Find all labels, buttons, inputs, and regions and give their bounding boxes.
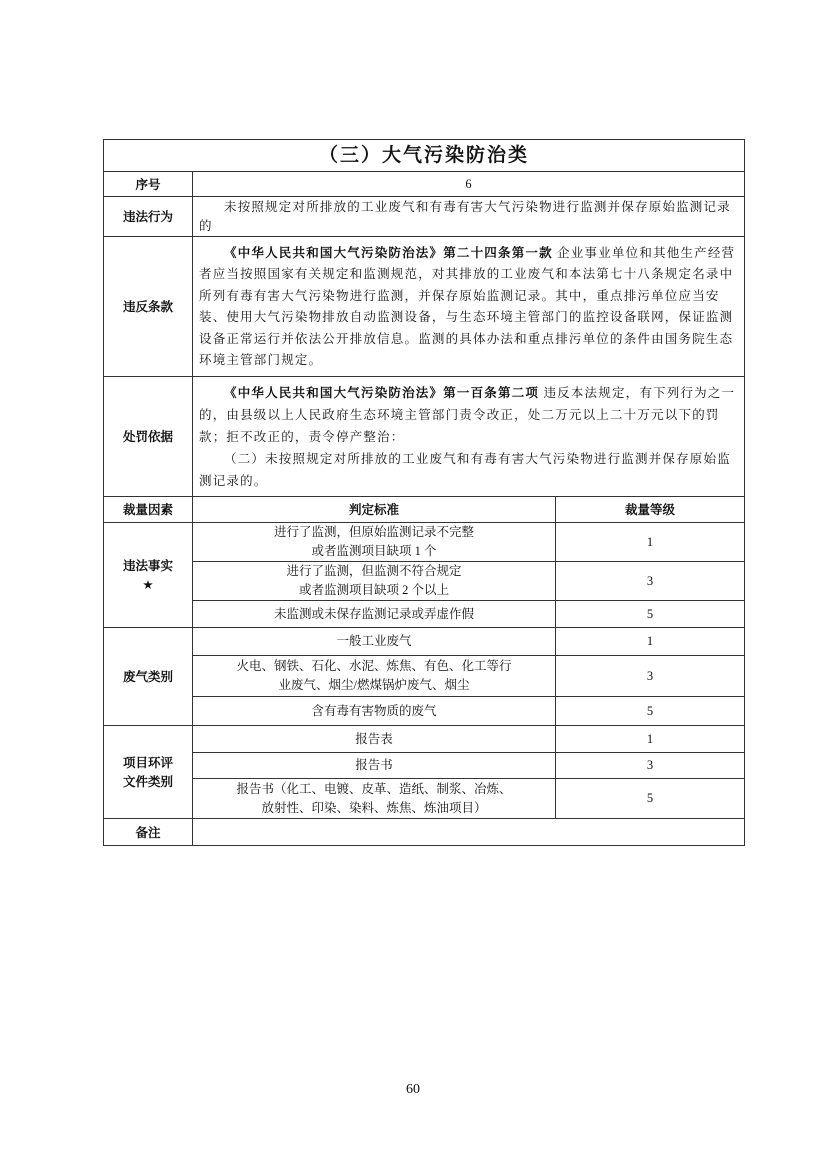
star-icon: ★ [142,577,154,592]
header-criteria: 判定标准 [193,497,556,523]
header-factor: 裁量因素 [104,497,193,523]
factor-label-line: 文件类别 [122,774,173,789]
factor-label: 废气类别 [104,628,193,726]
criteria-line: 或者监测项目缺项 2 个以上 [298,583,449,597]
violated-clause-cell [193,237,745,377]
remarks-value [193,819,745,846]
section-title: （三）大气污染防治类 [104,140,745,172]
violated-clause-text: 企业事业单位和其他生产经营者应当按照国家有关规定和监测规范，对其排放的工业废气和本法第七十八条规定名录中所列有毒有害大气污染物进行监测，并保存原始监测记录。其中，重点排污单位应当安装、使用大气污染物排放自动监测设备，与生态环境主管部门的监控设备联网，保证监测设备正常运行并依法公开排放信息。监测的具体办法和重点排污单位的条件由国务院生态环境主管部门规定。 [199,245,736,367]
criteria-line: 报告书（化工、电镀、皮革、造纸、制浆、冶炼、 [236,781,512,796]
criteria-line: 进行了监测，但原始监测记录不完整 [273,525,474,539]
penalty-basis-label: 处罚依据 [104,377,193,497]
penalty-standard-table [103,139,745,846]
criteria-line: 或者监测项目缺项 1 个 [311,544,437,558]
factor-label-line: 项目环评 [122,755,173,770]
criteria-line: 放射性、印染、染料、炼焦、炼油项目） [261,800,487,815]
criteria-cell [193,779,556,819]
violated-clause-label: 违反条款 [104,237,193,377]
criteria-line: 业废气、烟尘/燃煤锅炉废气、烟尘 [278,678,470,692]
criteria-cell [193,523,556,562]
remarks-label: 备注 [104,819,193,846]
criteria-cell [193,656,556,697]
level-cell: 1 [556,523,745,562]
level-cell: 5 [556,601,745,628]
penalty-basis-law: 《中华人民共和国大气污染防治法》第一百条第二项 [224,384,540,400]
illegal-act-label: 违法行为 [104,197,193,237]
factor-label [104,726,193,819]
criteria-cell [193,562,556,601]
level-cell: 3 [556,753,745,779]
criteria-line: 火电、钢铁、石化、水泥、炼焦、有色、化工等行 [236,659,512,673]
penalty-basis-text: 违反本法规定，有下列行为之一的，由县级以上人民政府生态环境主管部门责令改正，处二万元以上二十万元以下的罚款；拒不改正的，责令停产整治： [199,385,736,444]
serial-value: 6 [193,172,745,197]
criteria-cell: 未监测或未保存监测记录或弄虚作假 [193,601,556,628]
criteria-cell: 报告书 [193,753,556,779]
level-cell: 1 [556,726,745,753]
criteria-cell: 一般工业废气 [193,628,556,656]
level-cell: 5 [556,697,745,726]
factor-label-text: 违法事实 [122,558,173,573]
serial-label: 序号 [104,172,193,197]
level-cell: 5 [556,779,745,819]
level-cell: 3 [556,656,745,697]
violated-clause-law: 《中华人民共和国大气污染防治法》第二十四条第一款 [224,244,553,260]
penalty-basis-cell [193,377,745,497]
factor-label [104,523,193,628]
header-level: 裁量等级 [556,497,745,523]
criteria-line: 进行了监测，但监测不符合规定 [286,564,462,578]
illegal-act-text: 未按照规定对所排放的工业废气和有毒有害大气污染物进行监测并保存原始监测记录的 [193,197,745,237]
page-number: 60 [406,1082,420,1097]
level-cell: 1 [556,628,745,656]
level-cell: 3 [556,562,745,601]
criteria-cell: 含有毒有害物质的废气 [193,697,556,726]
penalty-basis-item: （二）未按照规定对所排放的工业废气和有毒有害大气污染物进行监测并保存原始监测记录的。 [199,451,731,488]
criteria-cell: 报告表 [193,726,556,753]
